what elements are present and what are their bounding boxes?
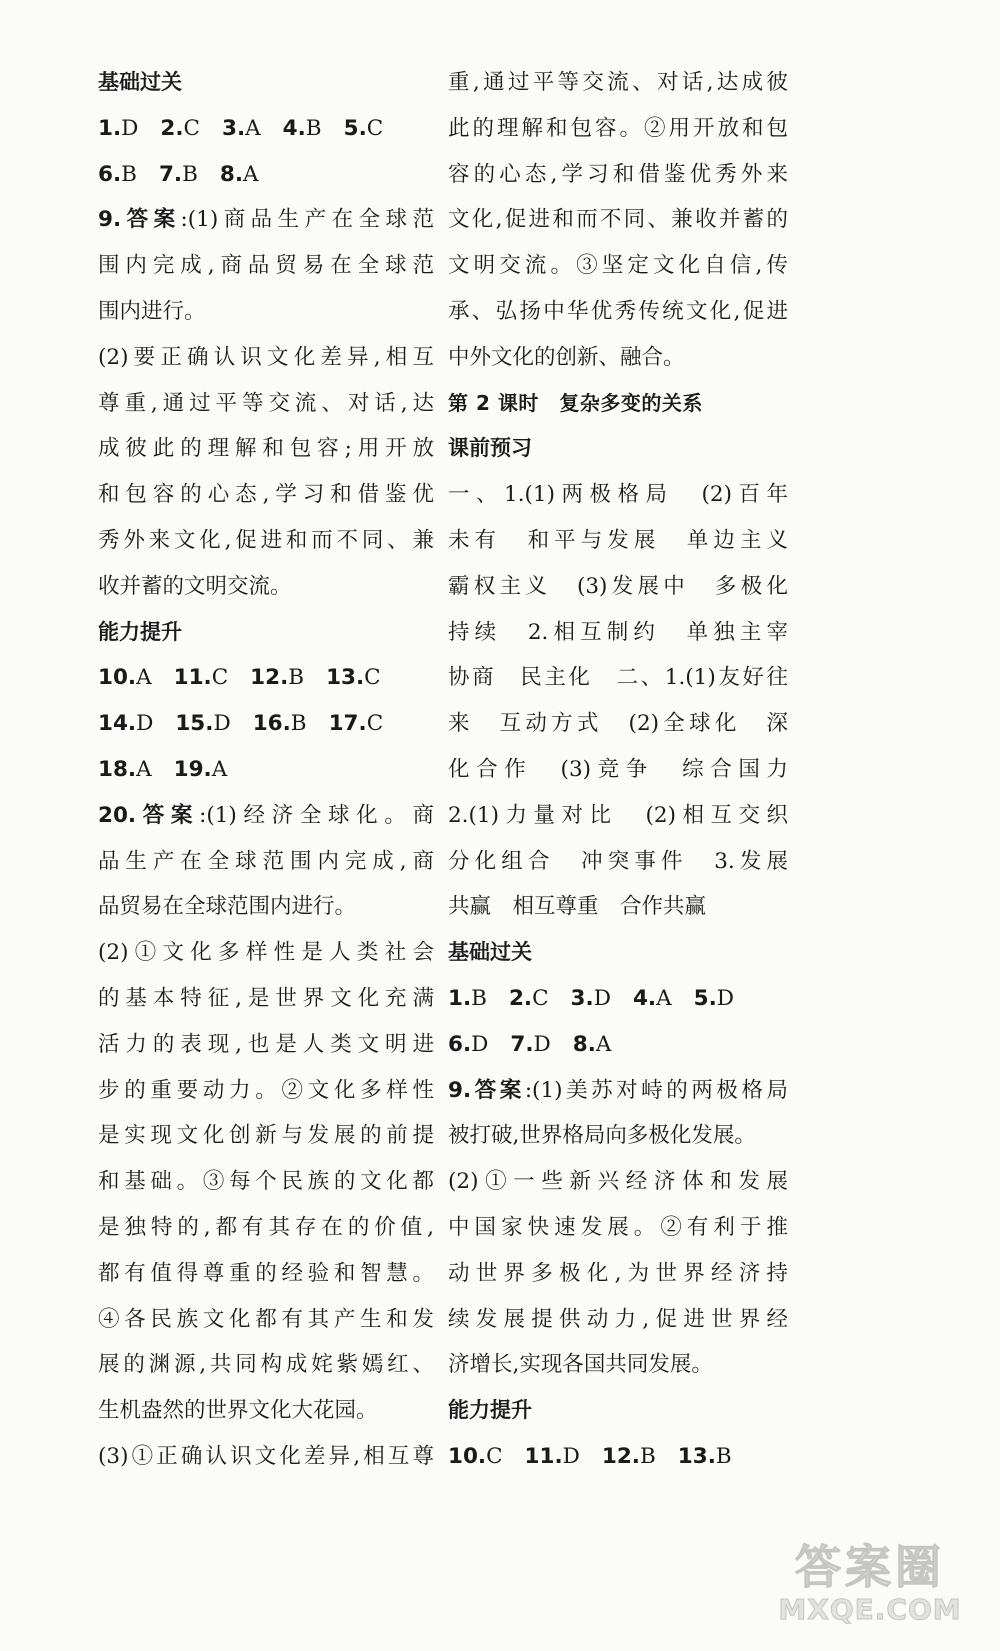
text-line: 都有值得尊重的经验和智慧。 [98,1260,434,1286]
text-line: 化合作 (3)竞争 综合国力 [448,756,788,782]
text-line: 济增长,实现各国共同发展。 [448,1352,713,1378]
answer-item [98,152,137,198]
q9-answer-first-line: 9.答案:(1)商品生产在全球范 [98,207,434,233]
question-number: 8. [572,1031,596,1057]
text-line: (2)①一些新兴经济体和发展 [448,1169,788,1195]
answer-letter: D [471,1031,489,1057]
answer-letter: C [364,665,381,691]
answer-row [98,701,434,747]
answer-item [329,701,384,747]
answer-item [160,106,200,152]
text-line: 品贸易在全球范围内进行。 [98,894,357,920]
question-number: 10. [98,665,137,691]
question-number: 3. [221,115,246,141]
text-line: 重,通过平等交流、对话,达成彼 [448,70,788,95]
answer-letter: B [715,1443,732,1469]
answer-letter: D [213,711,231,737]
answer-item [448,1022,488,1068]
answer-letter: C [183,115,200,141]
answer-item [98,747,152,793]
answer-letter: D [136,711,154,737]
text-line: 和基础。③每个民族的文化都 [98,1169,434,1195]
text-line: 此的理解和包容。②用开放和包 [448,115,788,141]
text-line: (2)①文化多样性是人类社会 [98,940,434,966]
watermark-logo [770,1531,970,1635]
answer-item [633,976,672,1022]
text-line: (2)要正确认识文化差异,相互 [98,344,434,370]
answer-letter: B [121,161,137,187]
answer-letter: C [366,115,384,141]
text-line: 协商 民主化 二、1.(1)友好往 [448,665,788,691]
question-number: 15. [175,711,214,737]
answer-item [573,1022,612,1068]
question-number: 2. [508,985,533,1011]
text-line: 持续 2.相互制约 单独主宰 [448,619,788,645]
question-number: 8. [219,161,244,187]
question-number: 16. [252,711,291,737]
question-number: 18. [98,756,137,782]
answer-letter: A [211,756,228,782]
answer-row [448,976,788,1022]
answer-letter: A [595,1031,612,1057]
question-number: 13. [677,1443,716,1469]
answer-item [222,106,261,152]
answer-item [220,152,259,198]
answer-letter: D [533,1031,551,1057]
question-number: 17. [328,711,367,737]
answer-item [174,655,229,701]
answer-letter: B [182,161,198,187]
question-number: 1. [448,985,472,1011]
q20-answer-first-line: 20.答案:(1)经济全球化。商 [98,802,434,828]
answer-item [283,106,322,152]
text-line: 收并蓄的文明交流。 [98,573,292,599]
answer-letter: B [288,665,305,691]
answer-letter: A [243,161,259,187]
text-line: 活力的表现,也是人类文明进 [98,1031,434,1057]
text-line: 品生产在全球范围内完成,商 [98,848,434,874]
text-line: 动世界多极化,为世界经济持 [448,1260,788,1286]
answer-item [525,1434,580,1480]
question-number: 3. [570,985,594,1011]
text-line: 来 互动方式 (2)全球化 深 [448,711,788,737]
answer-letter: D [562,1443,580,1469]
watermark-cn: 答案圈 [795,1540,945,1594]
answer-letter: D [121,115,139,141]
answer-row [448,1022,788,1068]
answer-item [448,1434,503,1480]
question-number: 5. [343,115,367,141]
text-line: ④各民族文化都有其产生和发 [98,1306,434,1332]
question-number: 6. [448,1031,472,1057]
text-line: 未有 和平与发展 单边主义 [448,527,788,553]
answer-letter: A [656,985,672,1011]
answer-letter: C [532,985,549,1011]
answer-item [175,701,230,747]
answer-letter: C [486,1443,503,1469]
question-number: 7. [510,1031,534,1057]
text-line: 承、弘扬中华优秀传统文化,促进 [448,298,788,324]
answer-letter: A [136,756,152,782]
section-heading-ability: 能力提升 [98,619,182,644]
question-number: 4. [632,985,657,1011]
answer-item [98,701,153,747]
text-line: 霸权主义 (3)发展中 多极化 [448,573,788,599]
answer-row [98,106,434,152]
text-line: 生机盎然的世界文化大花园。 [98,1398,378,1424]
answer-item [678,1434,732,1480]
answer-item [326,655,381,701]
right-column [448,60,788,1480]
section-heading-ability: 能力提升 [448,1398,532,1423]
text-line: 尊重,通过平等交流、对话,达 [98,390,434,416]
question-number: 1. [98,115,122,141]
text-line: 围内进行。 [98,298,206,324]
lesson-title: 第 2 课时 复杂多变的关系 [448,390,703,415]
answer-row [448,1434,788,1480]
answer-row [98,655,434,701]
question-number: 2. [160,115,184,141]
question-number: 19. [173,756,212,782]
question-number: 4. [282,115,306,141]
text-line: 文化,促进和而不同、兼收并蓄的 [448,207,788,233]
text-line: 分化组合 冲突事件 3.发展 [448,848,788,874]
text-line: (3)①正确认识文化差异,相互尊 [98,1443,434,1469]
text-line: 容的心态,学习和借鉴优秀外来 [448,161,788,187]
text-line: 展的渊源,共同构成姹紫嫣红、 [98,1352,434,1378]
watermark-en: MXQE.COM [778,1593,962,1626]
text-line: 步的重要动力。②文化多样性 [98,1077,434,1103]
text-line: 被打破,世界格局向多极化发展。 [448,1123,756,1149]
answer-letter: A [245,115,261,141]
answer-letter: C [366,711,384,737]
answer-item [694,976,734,1022]
text-line: 续发展提供动力,促进世界经 [448,1306,788,1332]
question-number: 11. [524,1443,563,1469]
question-number: 12. [601,1443,640,1469]
answer-item [98,106,138,152]
text-line: 围内完成,商品贸易在全球范 [98,253,434,279]
q9-answer-first-line: 9.答案:(1)美苏对峙的两极格局 [448,1077,788,1103]
text-line: 2.(1)力量对比 (2)相互交织 [448,802,788,828]
answer-letter: B [305,115,322,141]
text-line: 和包容的心态,学习和借鉴优 [98,482,434,508]
text-line: 一、1.(1)两极格局 (2)百年 [448,482,788,508]
answer-item [253,701,307,747]
answer-letter: B [290,711,307,737]
answer-item [571,976,611,1022]
answer-item [98,655,152,701]
question-number: 10. [448,1443,487,1469]
answer-item [509,976,549,1022]
question-number: 14. [98,711,137,737]
answer-letter: B [639,1443,656,1469]
left-column [98,60,434,1480]
section-heading-basic: 基础过关 [98,70,182,94]
answer-item [174,747,228,793]
section-heading-basic: 基础过关 [448,940,532,965]
text-line: 共赢 相互尊重 合作共赢 [448,894,707,920]
answer-letter: D [593,985,611,1011]
answer-item [250,655,304,701]
answer-item [159,152,198,198]
question-number: 13. [326,665,365,691]
text-line: 中国家快速发展。②有利于推 [448,1214,788,1240]
answer-item [448,976,487,1022]
question-number: 6. [98,161,122,187]
text-line: 成彼此的理解和包容;用开放 [98,436,434,462]
answer-item [344,106,384,152]
text-line: 秀外来文化,促进和而不同、兼 [98,527,434,553]
text-line: 是实现文化创新与发展的前提 [98,1123,434,1149]
question-number: 5. [693,985,717,1011]
answer-item [510,1022,550,1068]
question-number: 12. [250,665,289,691]
answer-letter: C [211,665,229,691]
text-line: 的基本特征,是世界文化充满 [98,985,434,1011]
answer-row [98,747,434,793]
text-line: 文明交流。③坚定文化自信,传 [448,253,788,279]
text-line: 是独特的,都有其存在的价值, [98,1214,434,1240]
question-number: 7. [158,161,183,187]
answer-letter: B [471,985,487,1011]
section-heading-preview: 课前预习 [448,436,532,461]
answer-letter: D [716,985,734,1011]
answer-row [98,152,434,198]
question-number: 11. [173,665,212,691]
answer-item [602,1434,656,1480]
answer-letter: A [136,665,152,691]
text-line: 中外文化的创新、融合。 [448,344,685,370]
